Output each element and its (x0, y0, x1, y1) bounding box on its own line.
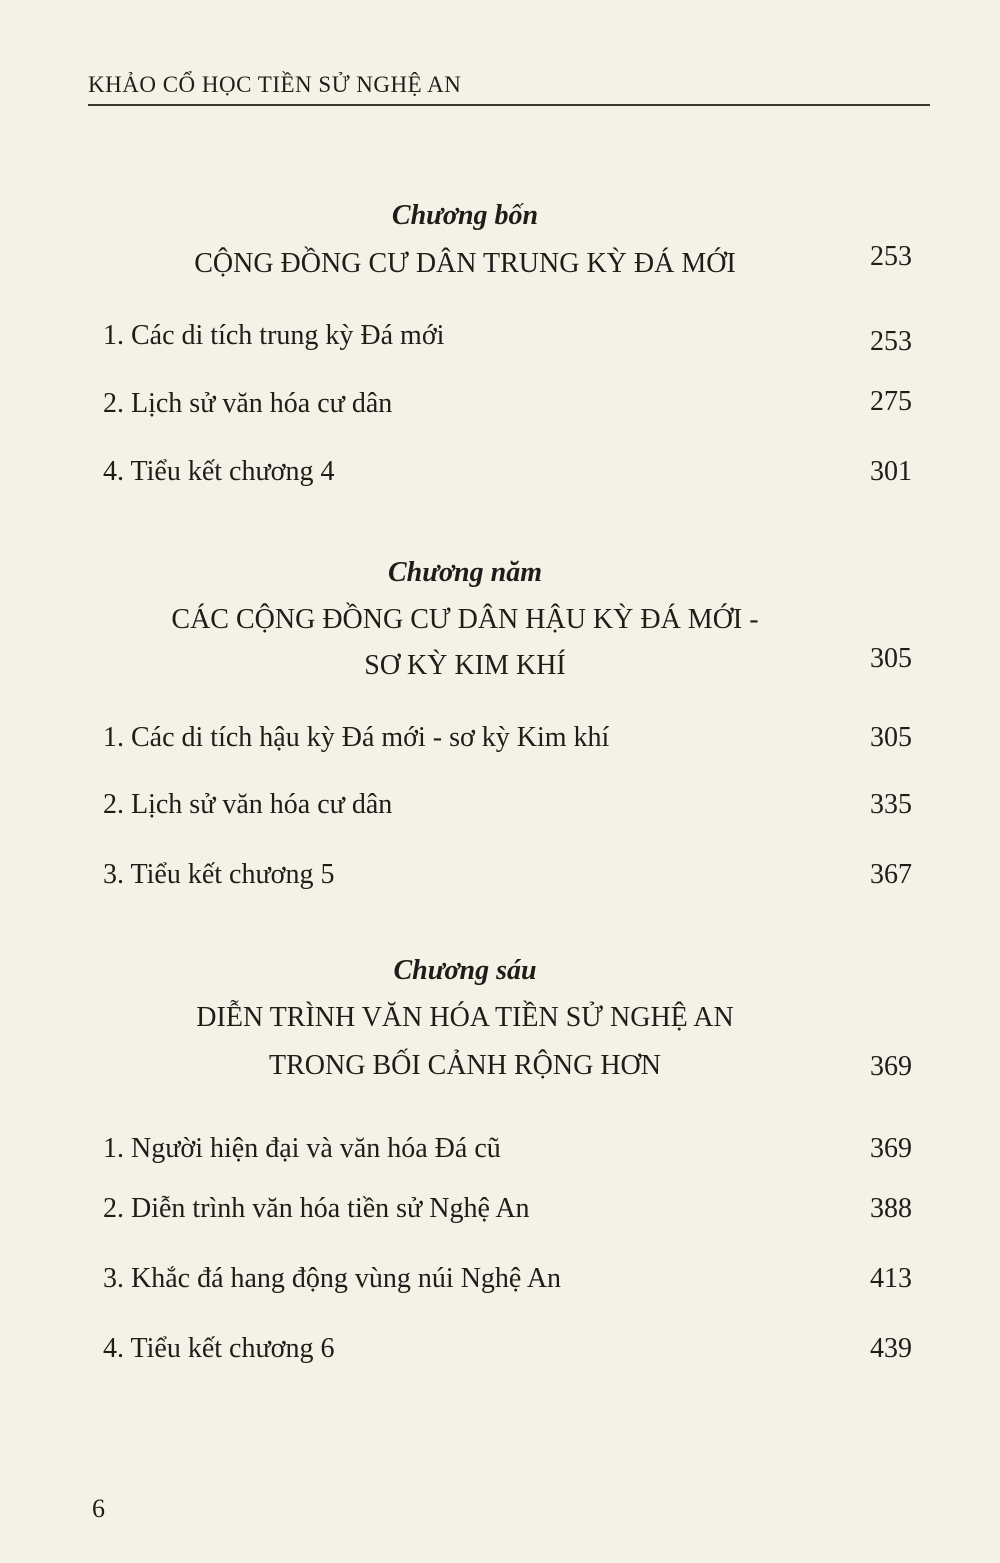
toc-entry-page: 367 (870, 859, 912, 890)
toc-entry-page: 413 (870, 1263, 912, 1294)
toc-entry: 1. Người hiện đại và văn hóa Đá cũ (103, 1133, 501, 1164)
toc-entry: 1. Các di tích trung kỳ Đá mới (103, 320, 445, 351)
toc-entry: 3. Khắc đá hang động vùng núi Nghệ An (103, 1263, 562, 1294)
toc-entry: 3. Tiểu kết chương 5 (103, 859, 335, 890)
toc-entry-page: 369 (870, 1133, 912, 1164)
toc-entry-page: 253 (870, 326, 912, 357)
toc-entry: 4. Tiểu kết chương 4 (103, 456, 335, 487)
chapter-4-page: 253 (870, 241, 912, 272)
chapter-5-title-line-2: SƠ KỲ KIM KHÍ (364, 650, 566, 681)
toc-entry-page: 305 (870, 722, 912, 753)
chapter-5-page: 305 (870, 643, 912, 674)
chapter-6-label: Chương sáu (393, 955, 537, 986)
chapter-4-title: CỘNG ĐỒNG CƯ DÂN TRUNG KỲ ĐÁ MỚI (194, 248, 736, 279)
running-header: KHẢO CỔ HỌC TIỀN SỬ NGHỆ AN (88, 72, 462, 97)
chapter-6-title-line-2: TRONG BỐI CẢNH RỘNG HƠN (269, 1050, 661, 1081)
header-rule (88, 104, 930, 106)
folio-page-number: 6 (92, 1494, 105, 1523)
toc-entry-page: 439 (870, 1333, 912, 1364)
chapter-6-page: 369 (870, 1051, 912, 1082)
toc-entry: 2. Lịch sử văn hóa cư dân (103, 789, 393, 820)
chapter-4-label: Chương bốn (391, 200, 539, 231)
toc-entry-page: 335 (870, 789, 912, 820)
chapter-5-title-line-1: CÁC CỘNG ĐỒNG CƯ DÂN HẬU KỲ ĐÁ MỚI - (171, 604, 759, 635)
toc-entry-page: 301 (870, 456, 912, 487)
toc-entry: 1. Các di tích hậu kỳ Đá mới - sơ kỳ Kim khí (103, 722, 610, 753)
toc-entry-page: 388 (870, 1193, 912, 1224)
chapter-6-title-line-1: DIỄN TRÌNH VĂN HÓA TIỀN SỬ NGHỆ AN (196, 1002, 734, 1033)
chapter-5-label: Chương năm (388, 557, 542, 588)
toc-entry-page: 275 (870, 386, 912, 417)
toc-entry: 4. Tiểu kết chương 6 (103, 1333, 335, 1364)
toc-entry: 2. Diễn trình văn hóa tiền sử Nghệ An (103, 1193, 530, 1224)
toc-entry: 2. Lịch sử văn hóa cư dân (103, 388, 393, 419)
